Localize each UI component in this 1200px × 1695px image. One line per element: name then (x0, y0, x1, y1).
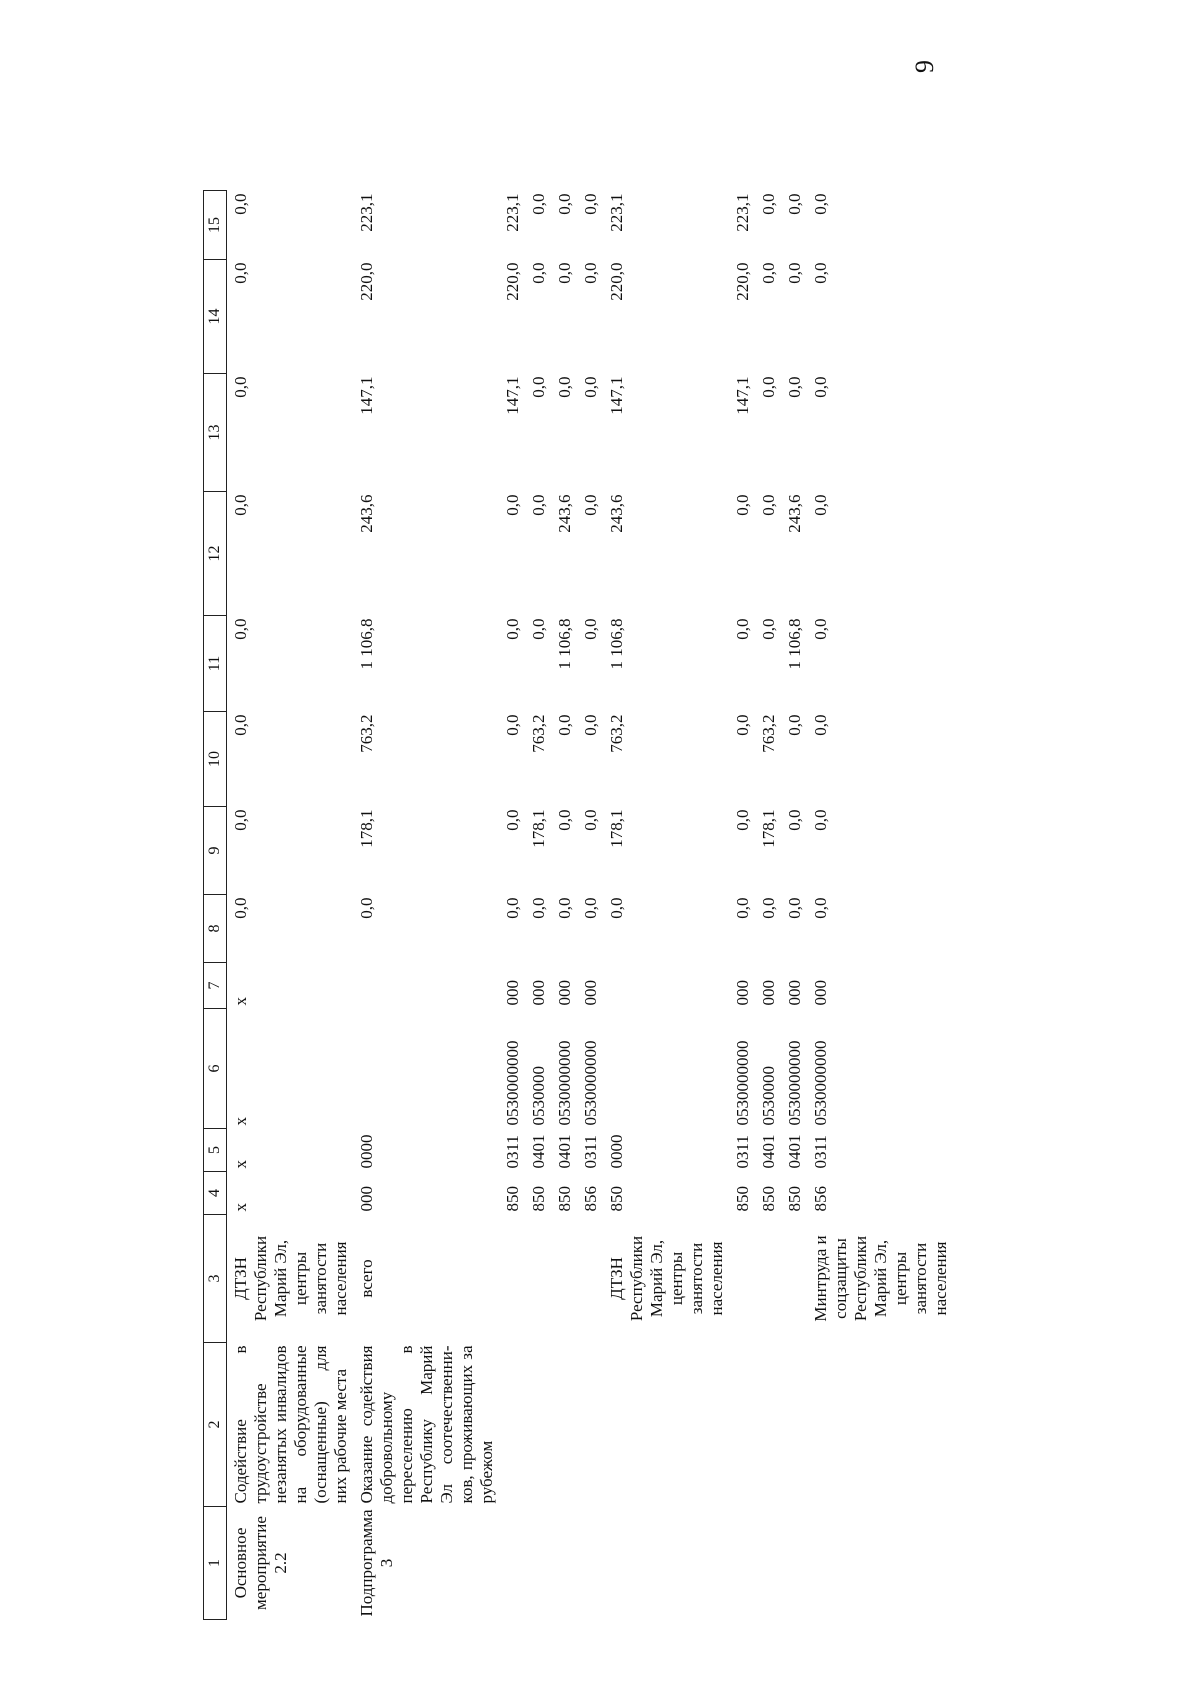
rzpr-code-cell: 0000 (357, 1134, 376, 1169)
amount-col-14-cell: 220,0 (733, 262, 752, 301)
amount-col-12-cell: 0,0 (529, 494, 548, 516)
rzpr-code-cell: 0311 (581, 1135, 600, 1169)
amount-col-14-cell: 0,0 (785, 262, 804, 284)
vr-code-cell: 000 (529, 980, 548, 1006)
column-number: 4 (204, 1172, 227, 1215)
amount-col-8-cell: 0,0 (357, 897, 376, 919)
column-number: 6 (204, 1009, 227, 1129)
table-body (227, 191, 954, 1620)
column-number-row (204, 191, 227, 1620)
responsible-executor-cell (499, 1215, 525, 1343)
amount-col-10-cell: 0,0 (785, 714, 804, 736)
amount-col-8-cell: 0,0 (581, 897, 600, 919)
amount-col-12-cell: 243,6 (357, 494, 376, 533)
amount-col-9-cell: 0,0 (811, 809, 830, 831)
amount-col-13-cell: 0,0 (581, 376, 600, 398)
row-name-cell (729, 1343, 755, 1507)
csr-code-cell: 0530000000 (503, 1040, 522, 1126)
amount-col-15-cell: 223,1 (733, 193, 752, 232)
amount-col-13-cell: 0,0 (811, 376, 830, 398)
amount-col-14-cell: 0,0 (231, 262, 250, 284)
row-name-cell (499, 1343, 525, 1507)
amount-col-12-cell: 243,6 (555, 494, 574, 533)
table-row (227, 191, 354, 1620)
amount-col-11-cell: 0,0 (811, 618, 830, 640)
amount-col-15-cell: 0,0 (581, 193, 600, 215)
table-row (525, 191, 551, 1620)
amount-col-15-cell: 223,1 (607, 193, 626, 232)
amount-col-14-cell: 0,0 (581, 262, 600, 284)
amount-col-15-cell: 223,1 (503, 193, 522, 232)
table-row (807, 191, 953, 1620)
rzpr-code-cell: 0311 (503, 1135, 522, 1169)
page-number: 9 (910, 60, 939, 73)
amount-col-14-cell: 0,0 (529, 262, 548, 284)
csr-code-cell: 0530000000 (581, 1040, 600, 1126)
amount-col-9-cell: 0,0 (785, 809, 804, 831)
amount-col-13-cell: 147,1 (733, 376, 752, 415)
vr-code-cell: 000 (503, 980, 522, 1006)
row-name-cell: Оказание содействия добровольному переселению в Республику Марий Эл соотечественни-ков, проживающих за рубежом (357, 1345, 496, 1504)
amount-col-8-cell: 0,0 (529, 897, 548, 919)
responsible-executor-cell (551, 1215, 577, 1343)
csr-code-cell: 0530000000 (733, 1040, 752, 1126)
amount-col-11-cell: 0,0 (529, 618, 548, 640)
row-level-cell (525, 1507, 551, 1620)
vr-code-cell: 000 (811, 980, 830, 1006)
amount-col-13-cell: 0,0 (529, 376, 548, 398)
column-number: 7 (204, 963, 227, 1009)
amount-col-10-cell: 763,2 (357, 714, 376, 753)
amount-col-15-cell: 0,0 (759, 193, 778, 215)
rzpr-code-cell: 0401 (529, 1134, 548, 1169)
column-number: 9 (204, 807, 227, 895)
vr-code-cell: 000 (759, 980, 778, 1006)
amount-col-13-cell: 147,1 (357, 376, 376, 415)
amount-col-11-cell: 1 106,8 (785, 618, 804, 670)
grbs-code-cell: 856 (811, 1186, 830, 1212)
responsible-executor-cell (525, 1215, 551, 1343)
table-row (551, 191, 577, 1620)
amount-col-11-cell: 0,0 (503, 618, 522, 640)
amount-col-9-cell: 0,0 (231, 809, 250, 831)
responsible-executor-cell: ДТЗН Республики Марий Эл, центры занятости населения (231, 1235, 350, 1322)
amount-col-9-cell: 178,1 (759, 809, 778, 848)
responsible-executor-cell: Минтруда и соцзащиты Республики Марий Эл, центры занятости населения (811, 1235, 950, 1322)
amount-col-14-cell: 220,0 (357, 262, 376, 301)
amount-col-8-cell: 0,0 (785, 897, 804, 919)
amount-col-15-cell: 223,1 (357, 193, 376, 232)
vr-code-cell: 000 (555, 980, 574, 1006)
amount-col-13-cell: 0,0 (759, 376, 778, 398)
table-row (577, 191, 603, 1620)
row-name-cell: Содействие в трудоустройстве незанятых инвалидов на оборудованные (оснащенные) для них рабочие места (231, 1345, 350, 1504)
column-number: 2 (204, 1343, 227, 1507)
row-name-cell (551, 1343, 577, 1507)
amount-col-11-cell: 0,0 (231, 618, 250, 640)
responsible-executor-cell (755, 1215, 781, 1343)
row-name-cell (525, 1343, 551, 1507)
amount-col-14-cell: 220,0 (503, 262, 522, 301)
row-level-cell: Основное мероприятие 2.2 (231, 1516, 290, 1610)
amount-col-13-cell: 147,1 (607, 376, 626, 415)
amount-col-8-cell: 0,0 (231, 897, 250, 919)
amount-col-15-cell: 0,0 (231, 193, 250, 215)
row-level-cell (551, 1507, 577, 1620)
csr-code-cell: x (231, 1117, 250, 1126)
column-number: 13 (204, 374, 227, 492)
grbs-code-cell: 850 (529, 1186, 548, 1212)
csr-code-cell: 0530000000 (785, 1040, 804, 1126)
amount-col-15-cell: 0,0 (811, 193, 830, 215)
amount-col-12-cell: 243,6 (785, 494, 804, 533)
amount-col-9-cell: 0,0 (581, 809, 600, 831)
rzpr-code-cell: 0401 (555, 1134, 574, 1169)
rzpr-code-cell: 0311 (733, 1135, 752, 1169)
amount-col-15-cell: 0,0 (785, 193, 804, 215)
amount-col-9-cell: 0,0 (733, 809, 752, 831)
amount-col-12-cell: 0,0 (759, 494, 778, 516)
amount-col-14-cell: 0,0 (811, 262, 830, 284)
column-number: 1 (204, 1507, 227, 1620)
table-row (781, 191, 807, 1620)
row-name-cell (755, 1343, 781, 1507)
amount-col-13-cell: 0,0 (231, 376, 250, 398)
csr-code-cell: 0530000 (529, 1066, 548, 1126)
column-number: 15 (204, 191, 227, 260)
amount-col-10-cell: 763,2 (759, 714, 778, 753)
row-name-cell (807, 1343, 953, 1507)
amount-col-8-cell: 0,0 (555, 897, 574, 919)
csr-code-cell: 0530000000 (811, 1040, 830, 1126)
amount-col-9-cell: 0,0 (503, 809, 522, 831)
amount-col-11-cell: 0,0 (733, 618, 752, 640)
grbs-code-cell: 850 (607, 1186, 626, 1212)
amount-col-11-cell: 1 106,8 (607, 618, 626, 670)
grbs-code-cell: 850 (733, 1186, 752, 1212)
amount-col-10-cell: 763,2 (607, 714, 626, 753)
amount-col-14-cell: 220,0 (607, 262, 626, 301)
row-level-cell (603, 1507, 729, 1620)
amount-col-11-cell: 1 106,8 (357, 618, 376, 670)
row-level-cell (807, 1507, 953, 1620)
amount-col-11-cell: 1 106,8 (555, 618, 574, 670)
responsible-executor-cell: всего (357, 1259, 376, 1298)
responsible-executor-cell (729, 1215, 755, 1343)
row-level-cell (729, 1507, 755, 1620)
amount-col-10-cell: 0,0 (581, 714, 600, 736)
amount-col-12-cell: 0,0 (503, 494, 522, 516)
table-row (499, 191, 525, 1620)
rzpr-code-cell: 0311 (811, 1135, 830, 1169)
amount-col-10-cell: 0,0 (503, 714, 522, 736)
amount-col-12-cell: 0,0 (231, 494, 250, 516)
row-name-cell (781, 1343, 807, 1507)
amount-col-11-cell: 0,0 (581, 618, 600, 640)
amount-col-12-cell: 0,0 (733, 494, 752, 516)
amount-col-14-cell: 0,0 (555, 262, 574, 284)
table-row (755, 191, 781, 1620)
amount-col-15-cell: 0,0 (529, 193, 548, 215)
amount-col-12-cell: 0,0 (811, 494, 830, 516)
column-number: 3 (204, 1215, 227, 1343)
amount-col-8-cell: 0,0 (607, 897, 626, 919)
row-name-cell (603, 1343, 729, 1507)
row-name-cell (577, 1343, 603, 1507)
row-level-cell (577, 1507, 603, 1620)
row-level-cell (755, 1507, 781, 1620)
table-row (729, 191, 755, 1620)
amount-col-15-cell: 0,0 (555, 193, 574, 215)
amount-col-10-cell: 0,0 (231, 714, 250, 736)
column-number: 12 (204, 492, 227, 616)
grbs-code-cell: 850 (785, 1186, 804, 1212)
amount-col-8-cell: 0,0 (733, 897, 752, 919)
grbs-code-cell: 850 (555, 1186, 574, 1212)
amount-col-8-cell: 0,0 (503, 897, 522, 919)
amount-col-13-cell: 0,0 (785, 376, 804, 398)
vr-code-cell: 000 (581, 980, 600, 1006)
csr-code-cell (353, 1009, 499, 1129)
rzpr-code-cell: 0401 (785, 1134, 804, 1169)
amount-col-9-cell: 178,1 (607, 809, 626, 848)
amount-col-8-cell: 0,0 (759, 897, 778, 919)
csr-code-cell (603, 1009, 729, 1129)
responsible-executor-cell (781, 1215, 807, 1343)
csr-code-cell: 0530000000 (555, 1040, 574, 1126)
column-number: 5 (204, 1129, 227, 1172)
row-level-cell: Подпрограмма 3 (357, 1509, 396, 1617)
amount-col-12-cell: 243,6 (607, 494, 626, 533)
rzpr-code-cell: 0000 (607, 1134, 626, 1169)
column-number: 8 (204, 895, 227, 963)
grbs-code-cell: 000 (357, 1186, 376, 1212)
amount-col-9-cell: 178,1 (357, 809, 376, 848)
amount-col-13-cell: 0,0 (555, 376, 574, 398)
amount-col-10-cell: 0,0 (555, 714, 574, 736)
amount-col-10-cell: 0,0 (733, 714, 752, 736)
amount-col-14-cell: 0,0 (759, 262, 778, 284)
responsible-executor-cell: ДТЗН Республики Марий Эл, центры занятости населения (607, 1235, 726, 1322)
row-level-cell (781, 1507, 807, 1620)
rzpr-code-cell: 0401 (759, 1134, 778, 1169)
column-number: 10 (204, 712, 227, 807)
amount-col-10-cell: 0,0 (811, 714, 830, 736)
amount-col-10-cell: 763,2 (529, 714, 548, 753)
table-row (353, 191, 499, 1620)
column-number: 11 (204, 616, 227, 712)
grbs-code-cell: 850 (503, 1186, 522, 1212)
grbs-code-cell: x (231, 1203, 250, 1212)
grbs-code-cell: 850 (759, 1186, 778, 1212)
vr-code-cell: 000 (785, 980, 804, 1006)
row-level-cell (499, 1507, 525, 1620)
amount-col-8-cell: 0,0 (811, 897, 830, 919)
amount-col-12-cell: 0,0 (581, 494, 600, 516)
amount-col-13-cell: 147,1 (503, 376, 522, 415)
amount-col-9-cell: 178,1 (529, 809, 548, 848)
table-row (603, 191, 729, 1620)
vr-code-cell: 000 (733, 980, 752, 1006)
vr-code-cell: x (231, 997, 250, 1006)
grbs-code-cell: 856 (581, 1186, 600, 1212)
responsible-executor-cell (577, 1215, 603, 1343)
vr-code-cell (353, 963, 499, 1009)
rzpr-code-cell: x (231, 1160, 250, 1169)
column-number: 14 (204, 260, 227, 374)
csr-code-cell: 0530000 (759, 1066, 778, 1126)
vr-code-cell (603, 963, 729, 1009)
amount-col-9-cell: 0,0 (555, 809, 574, 831)
budget-table (203, 190, 953, 1620)
amount-col-11-cell: 0,0 (759, 618, 778, 640)
